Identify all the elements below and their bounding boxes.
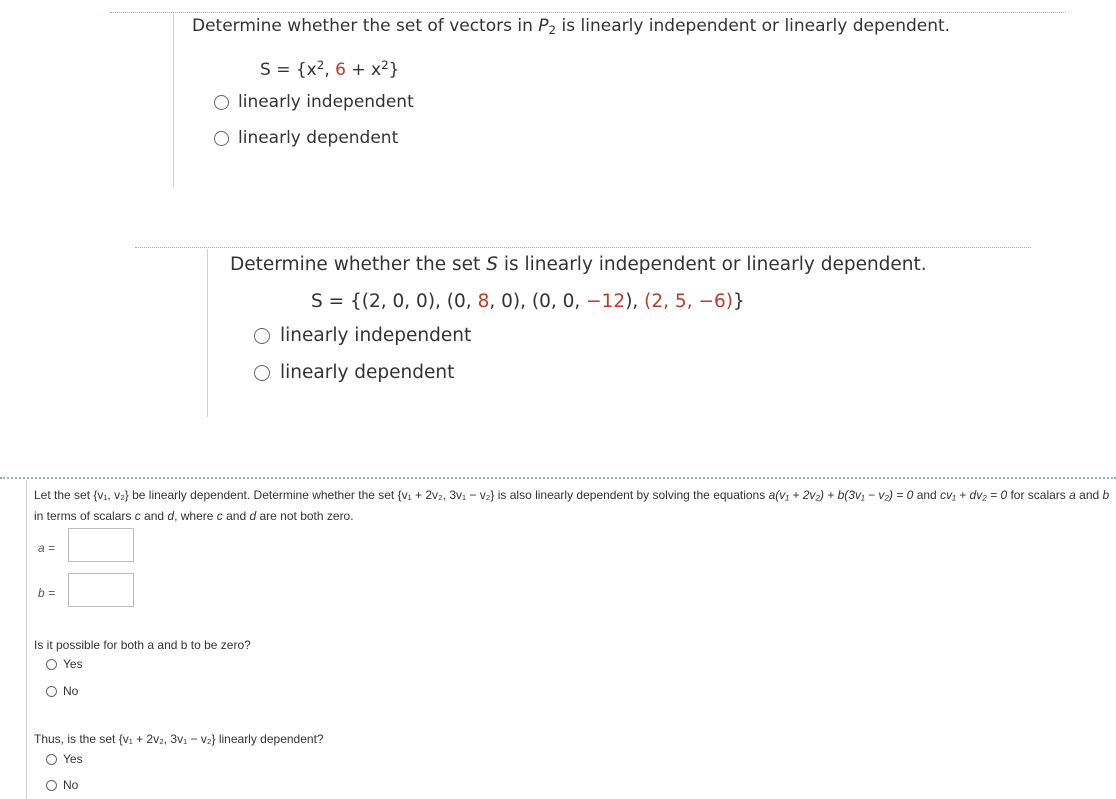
option-label: linearly dependent [280,362,455,383]
b-answer-input[interactable] [68,573,134,607]
q2-set-expression: S = {(2, 0, 0), (0, 8, 0), (0, 0, −12), (2, 5, −6)} [311,291,745,312]
q2-left-rule [207,249,208,417]
a-answer-input[interactable] [68,528,134,562]
both-zero-option-yes[interactable] [46,657,83,671]
option-label: linearly independent [280,325,472,346]
radio-button[interactable] [46,659,57,670]
option-label: No [63,778,79,792]
option-label: Yes [63,752,83,766]
sub-question-both-zero: Is it possible for both a and b to be zero? [34,638,251,652]
q1-left-rule [173,14,174,187]
q2-option-independent[interactable] [254,325,471,346]
radio-button[interactable] [214,131,229,146]
q2-question-title: Determine whether the set S is linearly independent or linearly dependent. [230,254,927,275]
q3-left-rule [26,480,27,799]
q3-prompt: Let the set {v₁, v₂} be linearly dependent. Determine whether the set {v₁ + 2v₂, 3v₁ − v₂} is also linearly dependent by solving the equations a(v₁ + 2v₂) + b(3v₁ − v₂) = 0 and cv₁ + dv₂ = 0 for scalars a and b in terms of scalars c and d, where c and d are not both zero. [34,488,1110,523]
option-label: linearly dependent [238,128,399,148]
q2-option-dependent[interactable] [254,362,454,383]
dependent-option-no[interactable] [46,778,78,792]
q1-top-divider [110,12,1066,13]
q3-top-divider [0,477,1116,479]
sub-question-dependent: Thus, is the set {v₁ + 2v₂, 3v₁ − v₂} linearly dependent? [34,732,324,746]
option-label: Yes [63,657,83,671]
option-label: No [63,684,79,698]
radio-button[interactable] [214,95,229,110]
radio-button[interactable] [46,754,57,765]
q2-top-divider [135,247,1031,248]
dependent-option-yes[interactable] [46,752,83,766]
radio-button[interactable] [46,780,57,791]
q1-option-dependent[interactable] [214,128,398,148]
q1-set-expression: $S = \{x^2$, $6 + x^2$} [260,58,400,80]
radio-button[interactable] [254,365,270,381]
b-label: b = [38,586,56,600]
both-zero-option-no[interactable] [46,684,78,698]
option-label: linearly independent [238,92,414,112]
radio-button[interactable] [254,328,270,344]
q1-question-title: Determine whether the set of vectors in $P_2$ is linearly independent or linearly dependent. [192,16,951,37]
q1-option-independent[interactable] [214,92,414,112]
a-label: a = [38,541,56,555]
radio-button[interactable] [46,686,57,697]
